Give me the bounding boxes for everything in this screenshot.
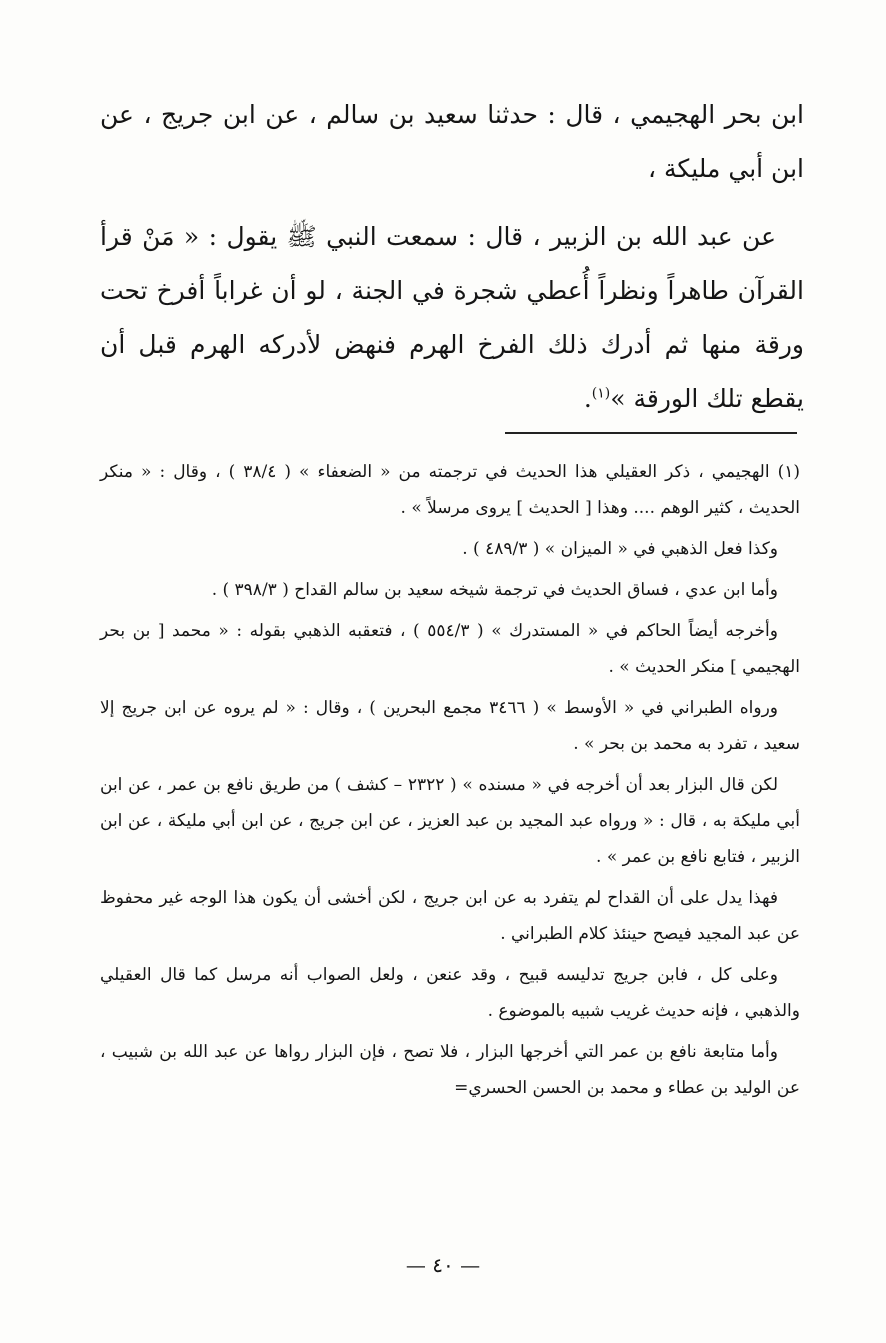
footnote-conclusion: وعلى كل ، فابن جريج تدليسه قبيح ، وقد عنعن ، ولعل الصواب أنه مرسل كما قال العقيلي والذهبي ، فإنه حديث غريب شبيه بالموضوع .	[100, 965, 800, 1021]
footnote-ibn-adi: وأما ابن عدي ، فساق الحديث في ترجمة شيخه سعيد بن سالم القداح ( ٣٩٨/٣ ) .	[211, 580, 778, 600]
footnote-hakim: وأخرجه أيضاً الحاكم في « المستدرك » ( ٥٥٤/٣ ) ، فتعقبه الذهبي بقوله : « محمد [ بن بحر الهجيمي ] منكر الحديث » .	[100, 621, 800, 677]
footnotes	[100, 454, 800, 1111]
footnote-tabarani: ورواه الطبراني في « الأوسط » ( ٣٤٦٦ مجمع البحرين ) ، وقال : « لم يروه عن ابن جريج إلا سعيد ، تفرد به محمد بن بحر » .	[100, 698, 800, 754]
hadith-text: عن عبد الله بن الزبير ، قال : سمعت النبي ﷺ يقول : « مَنْ قرأ القرآن طاهراً ونظراً أُعطي شجرة في الجنة ، لو أن غراباً أفرخ تحت ورقة منها ثم أدرك ذلك الفرخ الهرم فنهض لأدركه الهرم قبل أن يقطع تلك الورقة »	[100, 222, 804, 413]
main-text	[100, 88, 804, 426]
footnote-reference: (١)	[591, 385, 611, 402]
footnote-qaddah: فهذا يدل على أن القداح لم يتفرد به عن ابن جريج ، لكن أخشى أن يكون هذا الوجه غير محفوظ عن عبد المجيد فيصح حينئذ كلام الطبراني .	[100, 888, 800, 944]
footnote-dhahabi: وكذا فعل الذهبي في « الميزان » ( ٤٨٩/٣ ) .	[462, 539, 778, 559]
footnote-bazzar: لكن قال البزار بعد أن أخرجه في « مسنده » ( ٢٣٢٢ – كشف ) من طريق نافع بن عمر ، عن ابن أبي مليكة به ، قال : « ورواه عبد المجيد بن عبد العزيز ، عن ابن جريج ، عن ابن أبي مليكة ، عن ابن الزبير ، فتابع نافع بن عمر » .	[100, 775, 800, 867]
end-period: .	[583, 384, 592, 413]
hadith-paragraph	[100, 210, 804, 426]
page-number: — ٤٠ —	[405, 1253, 481, 1277]
footnote-1: (١) الهجيمي ، ذكر العقيلي هذا الحديث في ترجمته من « الضعفاء » ( ٣٨/٤ ) ، وقال : « منكر الحديث ، كثير الوهم .... وهذا [ الحديث ] يروى مرسلاً » .	[100, 462, 800, 518]
footnote-nafi: وأما متابعة نافع بن عمر التي أخرجها البزار ، فلا تصح ، فإن البزار رواها عن عبد الله بن شبيب ، عن الوليد بن عطاء و محمد بن الحسن الحسري=	[100, 1042, 800, 1098]
footnote-separator	[505, 432, 797, 434]
isnad-paragraph: ابن بحر الهجيمي ، قال : حدثنا سعيد بن سالم ، عن ابن جريج ، عن ابن أبي مليكة ،	[100, 100, 804, 183]
